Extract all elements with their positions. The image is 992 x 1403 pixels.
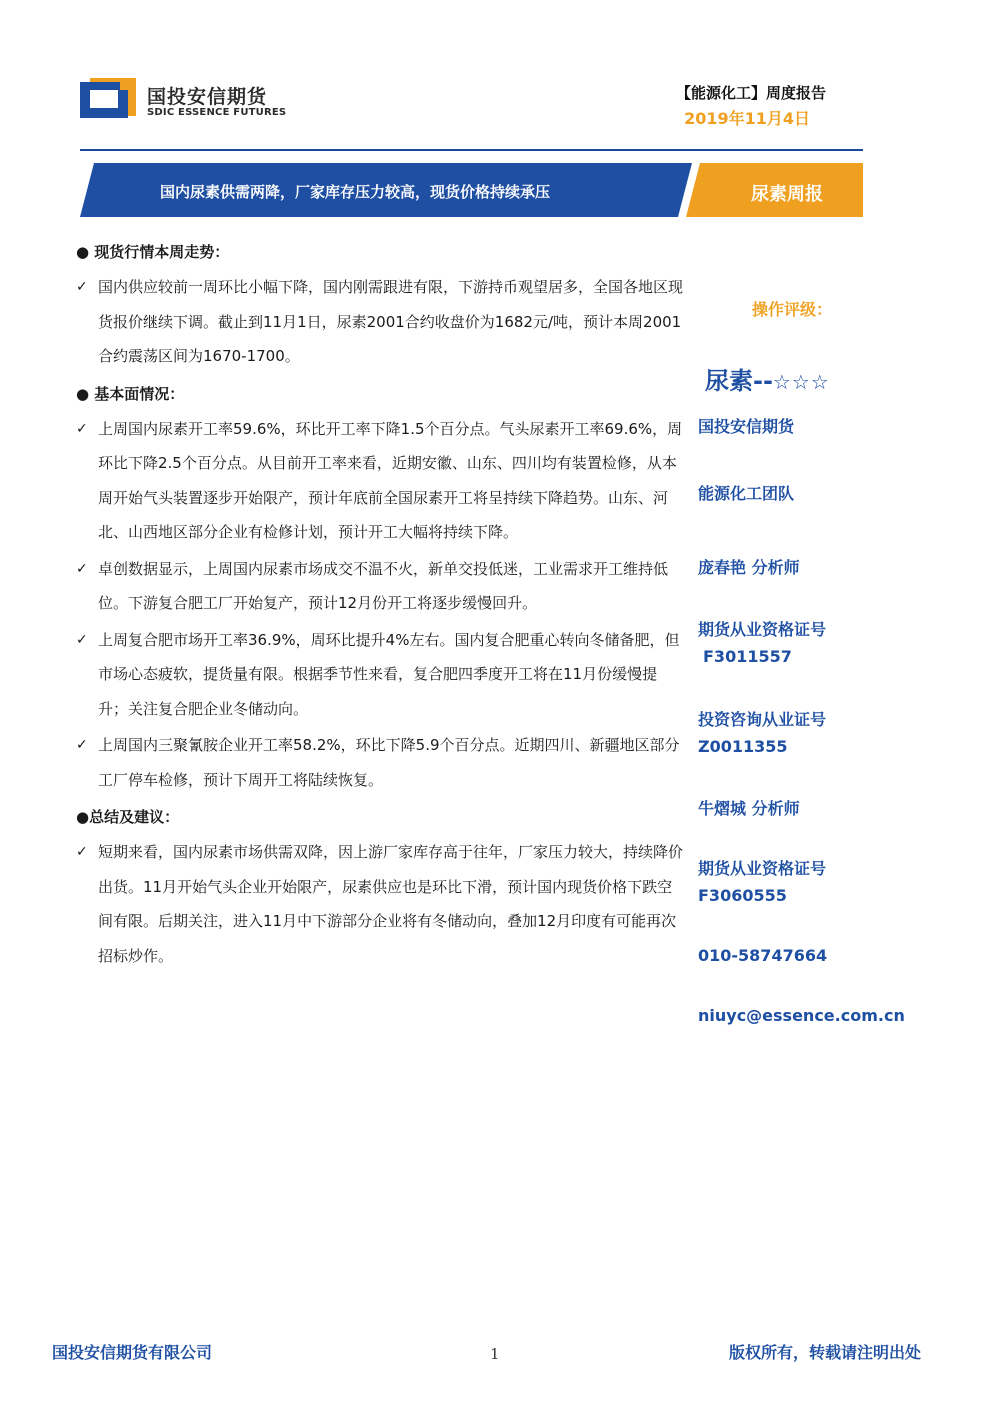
report-type: 【能源化工】周度报告	[675, 84, 826, 102]
report-body	[76, 234, 684, 975]
company-logo-icon	[80, 76, 138, 118]
list-item: ✓ 上周复合肥市场开工率36.9%，周环比提升4%左右。国内复合肥重心转向冬储备肥，但市场心态疲软，提货量有限。根据季节性来看，复合肥四季度开工将在11月份缓慢提升；关注复合肥企业冬储动向。	[76, 623, 684, 727]
section-heading: ●总结及建议：	[76, 808, 180, 826]
sidebar-cert-number-1: F3011557	[703, 647, 792, 666]
report-date: 2019年11月4日	[684, 109, 810, 128]
sidebar-cert-label-3: 期货从业资格证号	[698, 859, 827, 878]
sidebar-cert-number-2: Z0011355	[698, 737, 788, 756]
sidebar-email-link[interactable]: niuyc@essence.com.cn	[698, 1006, 905, 1025]
rating-stars: ☆☆☆	[772, 370, 830, 394]
sidebar-cert-label-2: 投资咨询从业证号	[698, 710, 827, 729]
rating-product: 尿素--	[705, 367, 773, 395]
check-icon: ✓	[76, 420, 88, 437]
sidebar-phone: 010-58747664	[698, 946, 828, 965]
sidebar-analyst-2: 牛熠城 分析师	[698, 799, 800, 818]
footer-copyright: 版权所有，转载请注明出处	[729, 1343, 922, 1362]
sidebar-cert-number-3: F3060555	[698, 886, 787, 905]
header-divider	[80, 149, 863, 151]
footer-company: 国投安信期货有限公司	[52, 1343, 213, 1362]
list-item: ✓ 上周国内尿素开工率59.6%，环比开工率下降1.5个百分点。气头尿素开工率69.6%，周环比下降2.5个百分点。从目前开工率来看，近期安徽、山东、四川均有装置检修，从本周开始气头装置逐步开始限产，预计年底前全国尿素开工将呈持续下降趋势。山东、河北、山西地区部分企业有检修计划，预计开工大幅将持续下降。	[76, 412, 684, 550]
check-icon: ✓	[76, 631, 88, 648]
logo-chinese-name: 国投安信期货	[147, 86, 268, 108]
check-icon: ✓	[76, 279, 88, 295]
list-item: ✓ 国内供应较前一周环比小幅下降，国内刚需跟进有限，下游持币观望居多，全国各地区现货报价继续下调。截止到11月1日，尿素2001合约收盘价为1682元/吨，预计本周2001合约震荡区间为1670-1700。	[76, 270, 684, 374]
check-icon: ✓	[76, 560, 88, 577]
banner-title: 国内尿素供需两降，厂家库存压力较高，现货价格持续承压	[160, 183, 551, 201]
banner-side-label: 尿素周报	[751, 184, 823, 205]
check-icon: ✓	[76, 844, 88, 860]
check-icon: ✓	[76, 737, 88, 753]
rating-label: 操作评级：	[752, 300, 833, 319]
page-number: 1	[490, 1345, 500, 1363]
section-heading: ● 基本面情况：	[76, 384, 185, 403]
list-item: ✓ 短期来看，国内尿素市场供需双降，因上游厂家库存高于往年，厂家压力较大，持续降价出货。11月开始气头企业开始限产，尿素供应也是环比下滑，预计国内现货价格下跌空间有限。后期关注，进入11月中下游部分企业将有冬储动向，叠加12月印度有可能再次招标炒作。	[76, 835, 684, 973]
sidebar-analyst-1: 庞春艳 分析师	[698, 558, 800, 577]
sidebar-cert-label-1: 期货从业资格证号	[698, 620, 827, 639]
section-heading: ● 现货行情本周走势：	[76, 243, 230, 261]
logo-english-name: SDIC ESSENCE FUTURES	[147, 107, 287, 118]
sidebar-company: 国投安信期货	[698, 417, 795, 436]
list-item: ✓ 上周国内三聚氰胺企业开工率58.2%，环比下降5.9个百分点。近期四川、新疆地区部分工厂停车检修，预计下周开工将陆续恢复。	[76, 728, 684, 797]
sidebar-team: 能源化工团队	[698, 484, 795, 503]
product-rating	[705, 361, 830, 396]
list-item: ✓ 卓创数据显示，上周国内尿素市场成交不温不火，新单交投低迷，工业需求开工维持低位。下游复合肥工厂开始复产，预计12月份开工将逐步缓慢回升。	[76, 552, 684, 621]
